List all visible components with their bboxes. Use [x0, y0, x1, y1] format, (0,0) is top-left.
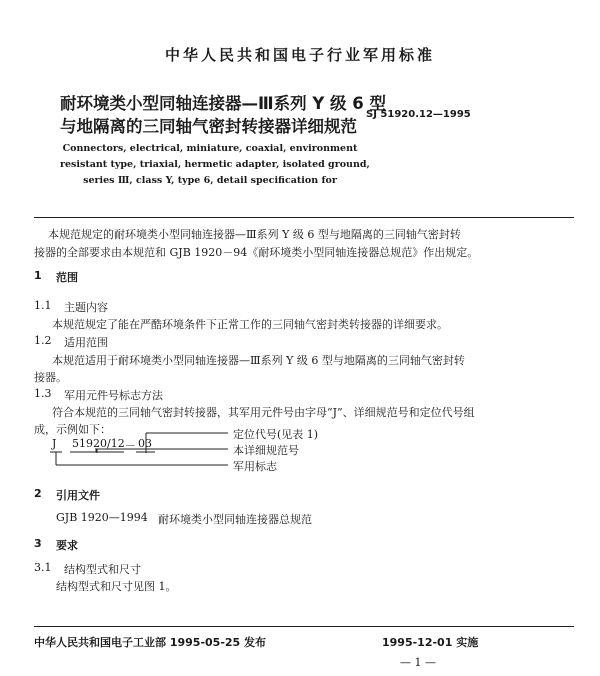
section-1-2-line-1: 本规范适用于耐环境类小型同轴连接器—Ⅲ系列 Y 级 6 型与地隔离的三同轴气密封转	[52, 354, 465, 367]
section-1-3-line-1: 符合本规范的三同轴气密封转接器，其军用元件号由字母“J”、详细规范号和定位代号组	[52, 406, 475, 419]
section-1-3-line-2: 成，示例如下：	[34, 423, 111, 436]
section-3-number: 3	[34, 537, 42, 550]
standard-code: SJ 51920.12—1995	[366, 109, 471, 120]
title-line-2: 与地隔离的三同轴气密封转接器详细规范	[60, 117, 357, 136]
section-1-3-title: 军用元件号标志方法	[64, 389, 163, 402]
section-1-1-number: 1.1	[34, 299, 52, 312]
part-number-label-military: 军用标志	[233, 460, 277, 473]
section-2-title: 引用文件	[56, 489, 100, 502]
section-3-1-text: 结构型式和尺寸见图 1。	[56, 580, 177, 593]
section-1-title: 范围	[56, 271, 78, 284]
part-number-position: 03	[138, 437, 152, 450]
english-title-line-1: Connectors, electrical, miniature, coaxial, environment	[62, 143, 358, 154]
section-1-number: 1	[34, 269, 42, 282]
standard-category-header: 中华人民共和国电子行业军用标准	[164, 46, 435, 64]
page-number: — 1 —	[400, 656, 436, 669]
section-1-2-title: 适用范围	[64, 336, 108, 349]
section-1-3-number: 1.3	[34, 387, 52, 400]
footer-effective-date: 1995-12-01 实施	[382, 636, 479, 649]
section-2-number: 2	[34, 487, 42, 500]
section-1-2-line-2: 接器。	[34, 371, 67, 384]
section-1-1-text: 本规范规定了能在严酷环境条件下正常工作的三同轴气密封类转接器的详细要求。	[52, 318, 448, 331]
section-1-1-title: 主题内容	[64, 301, 108, 314]
section-3-title: 要求	[56, 539, 78, 552]
title-line-1: 耐环境类小型同轴连接器—Ⅲ系列 Y 级 6 型	[60, 94, 387, 113]
part-number-spec: 51920/12	[72, 437, 125, 450]
section-1-2-number: 1.2	[34, 334, 52, 347]
part-number-label-spec: 本详细规范号	[233, 444, 299, 457]
reference-title: 耐环境类小型同轴连接器总规范	[158, 513, 312, 526]
part-number-prefix: J	[52, 437, 57, 450]
part-number-dash: －	[125, 439, 136, 452]
intro-line-1: 本规范规定的耐环境类小型同轴连接器—Ⅲ系列 Y 级 6 型与地隔离的三同轴气密封转	[48, 228, 461, 241]
english-title-line-2: resistant type, triaxial, hermetic adapter, isolated ground,	[60, 159, 370, 170]
section-3-1-number: 3.1	[34, 561, 52, 574]
part-number-label-position: 定位代号(见表 1)	[233, 428, 319, 441]
intro-line-2: 接器的全部要求由本规范和 GJB 1920－94《耐环境类小型同轴连接器总规范》作出规定。	[34, 246, 479, 259]
reference-code: GJB 1920—1994	[56, 511, 148, 524]
section-3-1-title: 结构型式和尺寸	[64, 563, 141, 576]
footer-publisher: 中华人民共和国电子工业部 1995-05-25 发布	[34, 636, 267, 649]
footer-divider	[34, 626, 574, 627]
english-title-line-3: series Ⅲ, class Y, type 6, detail specification for	[83, 175, 337, 186]
